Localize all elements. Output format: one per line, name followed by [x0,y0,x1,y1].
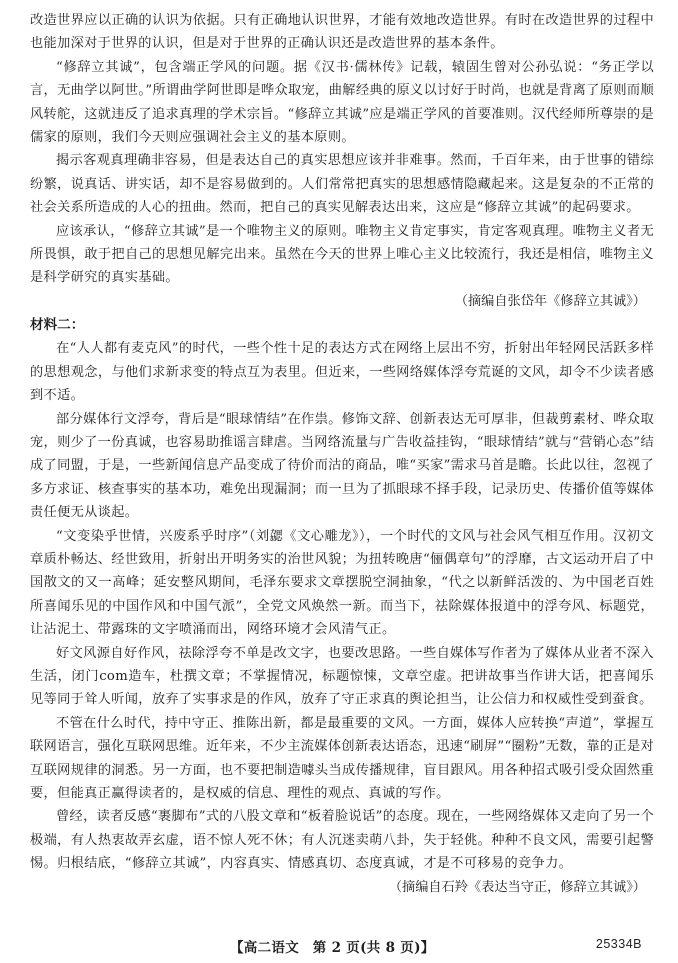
exam-code: 25334B [595,937,642,951]
material2-paragraph-4: 好文风源自好作风，祛除浮夸不单是改文字，也要改思路。一些自媒体写作者为了媒体从业者不深入生活，闭门com造车，杜撰文章；不掌握情况，标题惊悚，文章空虚。把讲故事当作讲大话，把喜闻乐见等同于耸人听闻，放弃了实事求是的作风，放弃了守正求真的舆论担当，让公信力和权威性受到蚕食。 [30,645,654,708]
page-number-label: 【高二语文 第 2 页(共 8 页)】 [230,940,435,956]
material2-paragraph-1: 在“人人都有麦克风”的时代，一些个性十足的表达方式在网络上层出不穷，折射出年轻网民活跃多样的思想观念，与他们求新求变的特点互为表里。但近来，一些网络媒体浮夸荒诞的文风，却令不少读者感到不适。 [30,341,654,404]
material2-paragraph-6: 曾经，读者反感“裹脚布”式的八股文章和“板着脸说话”的态度。现在，一些网络媒体又走向了另一个极端，有人热衷故弄玄虚，语不惊人死不休；有人沉迷卖萌八卦，失于轻佻。种种不良文风，需要引起警惕。归根结底，“修辞立其诚”，内容真实、情感真切、态度真诚，才是不可移易的竞争力。 [30,809,654,872]
material2-paragraph-5: 不管在什么时代，持中守正、推陈出新，都是最重要的文风。一方面，媒体人应转换“声道”，掌握互联网语言，强化互联网思维。近年来，不少主流媒体创新表达语态，迅速“刷屏”“圈粉”无数，靠的正是对互联网规律的洞悉。另一方面，也不要把制造噱头当成传播规律，盲目跟风。用各种招式吸引受众固然重要，但能真正赢得读者的，是权威的信息、理性的观点、真诚的写作。 [30,715,655,801]
material2-paragraph-2: 部分媒体行文浮夸，背后是“眼球情结”在作祟。修饰文辞、创新表达无可厚非，但裁剪素材、哗众取宠，则少了一份真诚，也容易助推谣言肆虐。当网络流量与广告收益挂钩，“眼球情结”就与“营销心态”结成了同盟，于是，一些新闻信息产品变成了待价而沽的商品，唯“买家”需求马首是瞻。长此以往，忽视了多方求证、核查事实的基本功，难免出现漏洞；而一旦为了抓眼球不择手段，记录历史、传播价值等媒体责任便无从谈起。 [30,411,655,521]
material2-heading: 材料二： [30,317,85,334]
page-footer [0,936,678,956]
material1-paragraph-3: 揭示客观真理确非容易，但是表达自己的真实思想应该并非难事。然而，千百年来，由于世事的错综纷繁，说真话、讲实话，却不是容易做到的。人们常常把真实的思想感情隐藏起来。这是复杂的不正常的社会关系所造成的人心的扭曲。然而，把自己的真实见解表达出来，这应是“修辞立其诚”的起码要求。 [30,153,654,216]
material2-paragraph-3: “文变染乎世情，兴废系乎时序”（刘勰《文心雕龙》），一个时代的文风与社会风气相互作用。汉初文章质朴畅达、经世致用，折射出开明务实的治世风貌；为扭转晚唐“俪偶章句”的浮靡，古文运动开启了中国散文的又一高峰；延安整风期间，毛泽东要求文章摆脱空洞抽象，“代之以新鲜活泼的、为中国老百姓所喜闻乐见的中国作风和中国气派”，全党文风焕然一新。而当下，祛除媒体报道中的浮夸风、标题党，让沾泥土、带露珠的文字喷涌而出，网络环境才会风清气正。 [30,528,654,638]
material1-paragraph-4: 应该承认，“修辞立其诚”是一个唯物主义的原则。唯物主义肯定事实，肯定客观真理。唯物主义者无所畏惧，敢于把自己的思想见解完出来。虽然在今天的世界上唯心主义比较流行，我还是相信，唯物主义是科学研究的真实基础。 [30,223,654,286]
material2-source: （摘编自石羚《表达当守正，修辞立其诚》） [388,879,646,895]
material1-source: （摘编自张岱年《修辞立其诚》） [454,293,646,309]
material1-paragraph-2: “修辞立其诚”，包含端正学风的问题。据《汉书·儒林传》记载，辕固生曾对公孙弘说：“务正学以言，无曲学以阿世。”所谓曲学阿世即是哗众取宠，曲解经典的原义以讨好于时尚，也就是背离了原则而顺风转舵，这就违反了追求真理的学术宗旨。“修辞立其诚”应是端正学风的首要准则。汉代经师所尊崇的是儒家的原则，我们今天则应强调社会主义的基本原则。 [30,59,654,146]
material1-paragraph-1: 改造世界应以正确的认识为依据。只有正确地认识世界，才能有效地改造世界。有时在改造世界的过程中也能加深对于世界的认识，但是对于世界的正确认识还是改造世界的基本条件。 [30,13,654,52]
page-content [30,9,654,899]
